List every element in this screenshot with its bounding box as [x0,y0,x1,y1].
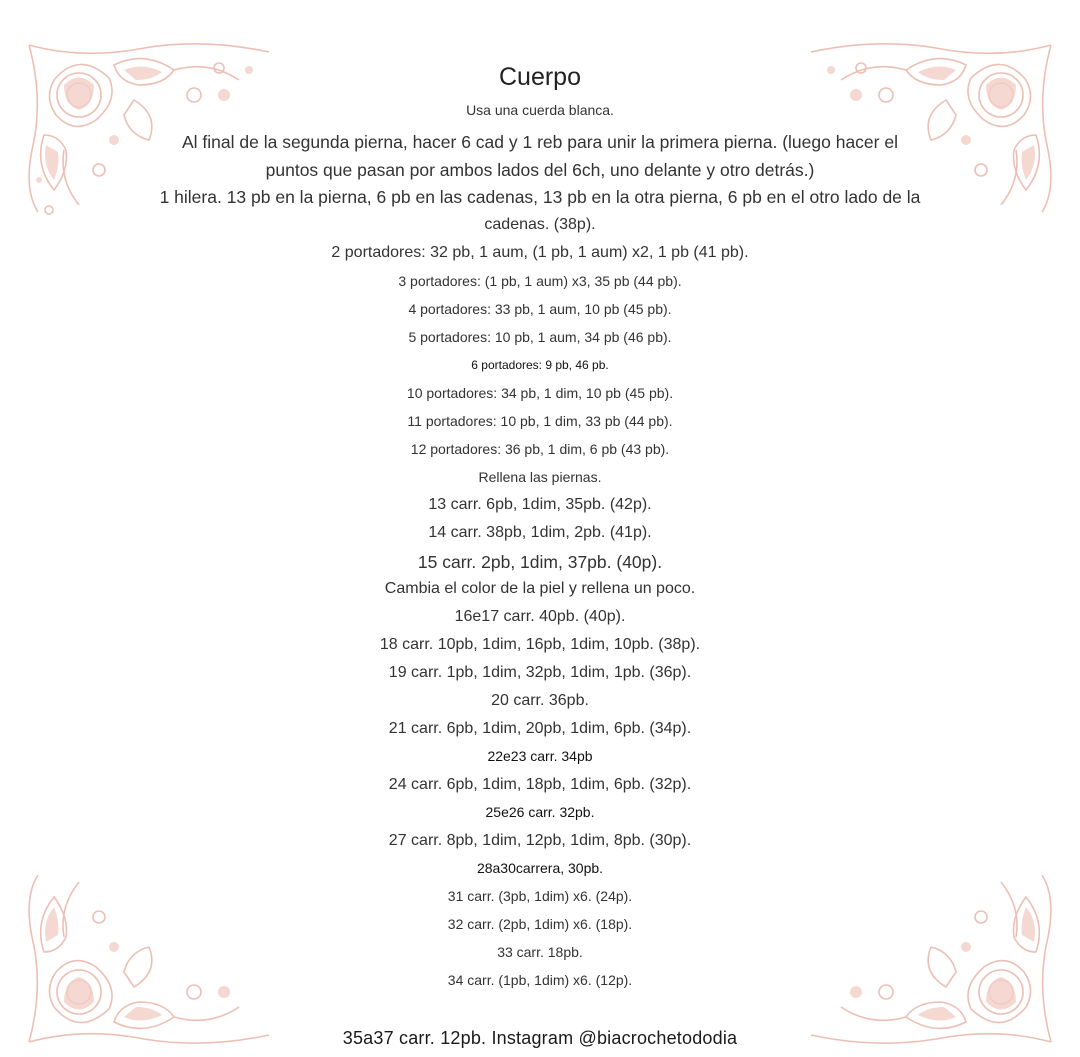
pattern-line: 1 hilera. 13 pb en la pierna, 6 pb en las cadenas, 13 pb en la otra pierna, 6 pb en el otro lado de la [159,187,921,207]
pattern-line: 3 portadores: (1 pb, 1 aum) x3, 35 pb (44 pb). [398,273,682,289]
footer-credit: 35a37 carr. 12pb. Instagram @biacrochetododia [342,1028,738,1048]
pattern-line: 15 carr. 2pb, 1dim, 37pb. (40p). [417,552,663,572]
pattern-line: 6 portadores: 9 pb, 46 pb. [471,358,609,372]
pattern-line: 5 portadores: 10 pb, 1 aum, 34 pb (46 pb). [408,329,672,345]
pattern-line: 10 portadores: 34 pb, 1 dim, 10 pb (45 pb). [406,385,674,401]
pattern-line: 16e17 carr. 40pb. (40p). [454,608,626,625]
pattern-line: Al final de la segunda pierna, hacer 6 cad y 1 reb para unir la primera pierna. (luego hacer el [182,132,898,152]
pattern-line: 11 portadores: 10 pb, 1 dim, 33 pb (44 pb). [407,413,673,429]
pattern-line: 33 carr. 18pb. [497,944,583,960]
pattern-line: 32 carr. (2pb, 1dim) x6. (18p). [447,916,633,932]
pattern-line: 27 carr. 8pb, 1dim, 12pb, 1dim, 8pb. (30p). [388,832,692,849]
pattern-line: 19 carr. 1pb, 1dim, 32pb, 1dim, 1pb. (36p). [388,664,692,681]
pattern-line: 24 carr. 6pb, 1dim, 18pb, 1dim, 6pb. (32p). [388,776,692,793]
pattern-line: Rellena las piernas. [478,469,602,485]
pattern-line: 34 carr. (1pb, 1dim) x6. (12p). [447,972,633,988]
pattern-line: cadenas. (38p). [484,216,596,233]
pattern-line: 22e23 carr. 34pb [487,748,593,764]
pattern-line: 13 carr. 6pb, 1dim, 35pb. (42p). [428,496,652,513]
page-title: Cuerpo [499,63,581,91]
pattern-line: 18 carr. 10pb, 1dim, 16pb, 1dim, 10pb. (38p). [379,636,701,653]
pattern-line: 14 carr. 38pb, 1dim, 2pb. (41p). [428,524,652,541]
pattern-line: 21 carr. 6pb, 1dim, 20pb, 1dim, 6pb. (34p). [388,720,692,737]
pattern-line: 12 portadores: 36 pb, 1 dim, 6 pb (43 pb). [410,441,670,457]
pattern-line: 20 carr. 36pb. [491,692,589,709]
pattern-line: Cambia el color de la piel y rellena un poco. [384,580,696,597]
pattern-line: puntos que pasan por ambos lados del 6ch, uno delante y otro detrás.) [265,160,815,180]
pattern-line: 2 portadores: 32 pb, 1 aum, (1 pb, 1 aum) x2, 1 pb (41 pb). [331,244,749,261]
pattern-line: Usa una cuerda blanca. [466,102,614,118]
pattern-line: 31 carr. (3pb, 1dim) x6. (24p). [447,888,633,904]
pattern-line: 28a30carrera, 30pb. [476,860,604,876]
pattern-line: 4 portadores: 33 pb, 1 aum, 10 pb (45 pb). [408,301,672,317]
pattern-line: 25e26 carr. 32pb. [485,804,595,820]
